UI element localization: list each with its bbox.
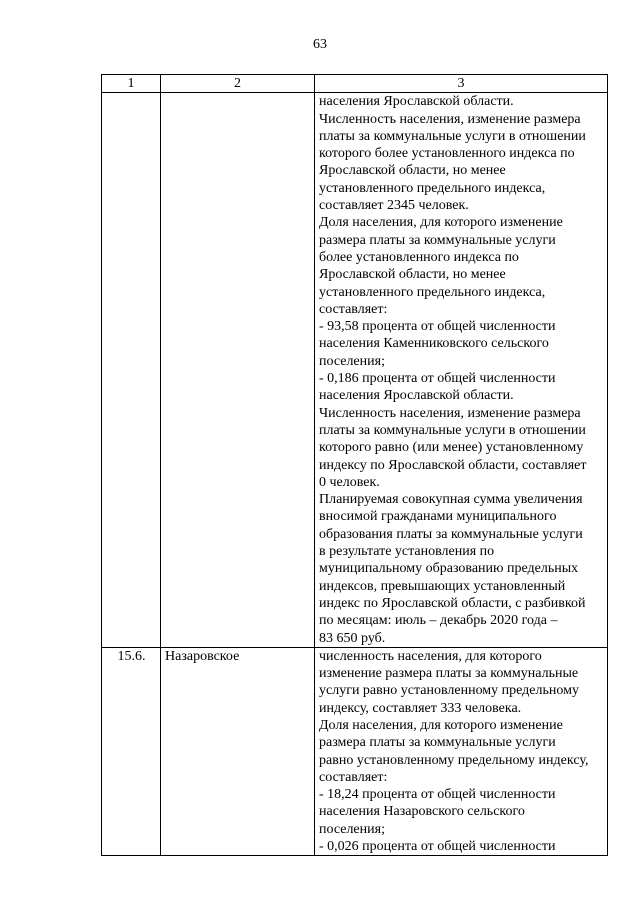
text-line: индексу, составляет 333 человека. [319, 700, 522, 716]
text-line: Планируемая совокупная сумма увеличения [319, 492, 583, 508]
text-line: населения Ярославской области. [319, 388, 514, 404]
text-line: Доля населения, для которого изменение [319, 215, 563, 231]
text-line: установленного предельного индекса, [319, 284, 546, 300]
text-line: по месяцам: июль – декабрь 2020 года – [319, 613, 558, 629]
document-table [101, 74, 608, 856]
text-line: муниципальному образованию предельных [319, 561, 579, 577]
text-line: установленного предельного индекса, [319, 180, 546, 196]
text-line: - 0,026 процента от общей численности [319, 839, 556, 855]
text-line: составляет: [319, 301, 388, 317]
text-line: услуги равно установленному предельному [319, 683, 579, 699]
column-header-1: 1 [102, 75, 161, 93]
text-line: которого равно (или менее) установленному [319, 440, 584, 456]
municipality-name-cell: Назаровское [161, 647, 315, 856]
text-line: платы за коммунальные услуги в отношении [319, 128, 586, 144]
text-line: индексов, превышающих установленный [319, 578, 566, 594]
text-line: составляет 2345 человек. [319, 198, 469, 214]
text-line: размера платы за коммунальные услуги [319, 232, 556, 248]
text-line: Ярославской области, но менее [319, 267, 506, 283]
text-line: поселения; [319, 353, 385, 369]
text-line: 83 650 руб. [319, 630, 386, 646]
page-number: 63 [313, 37, 327, 52]
column-header-3: 3 [315, 75, 608, 93]
text-line: населения Ярославской области. [319, 94, 514, 110]
description-cell [315, 647, 608, 856]
table-header-row [102, 75, 608, 93]
text-line: 0 человек. [319, 474, 380, 490]
text-line: образования платы за коммунальные услуги [319, 526, 583, 542]
text-line: в результате установления по [319, 544, 495, 560]
text-line: размера платы за коммунальные услуги [319, 735, 556, 751]
text-line: поселения; [319, 821, 385, 837]
text-line: индексу по Ярославской области, составляет [319, 457, 587, 473]
row-number-cell: 15.6. [102, 647, 161, 856]
text-line: составляет: [319, 769, 388, 785]
table-row [102, 647, 608, 856]
text-line: - 18,24 процента от общей численности [319, 787, 556, 803]
text-line: Численность населения, изменение размера [319, 111, 581, 127]
description-cell [315, 93, 608, 648]
text-line: населения Каменниковского сельского [319, 336, 549, 352]
text-line: равно установленному предельному индексу, [319, 752, 589, 768]
text-line: платы за коммунальные услуги в отношении [319, 422, 586, 438]
table-row [102, 93, 608, 648]
row-number-cell [102, 93, 161, 648]
text-line: - 93,58 процента от общей численности [319, 319, 556, 335]
text-line: изменение размера платы за коммунальные [319, 666, 579, 682]
text-line: Численность населения, изменение размера [319, 405, 581, 421]
text-line: более установленного индекса по [319, 249, 519, 265]
municipality-name-cell [161, 93, 315, 648]
column-header-2: 2 [161, 75, 315, 93]
text-line: Ярославской области, но менее [319, 163, 506, 179]
text-line: населения Назаровского сельского [319, 804, 525, 820]
text-line: индекс по Ярославской области, с разбивкой [319, 595, 586, 611]
text-line: - 0,186 процента от общей численности [319, 371, 556, 387]
text-line: которого более установленного индекса по [319, 146, 575, 162]
text-line: Доля населения, для которого изменение [319, 717, 563, 733]
text-line: численность населения, для которого [319, 648, 542, 664]
text-line: вносимой гражданами муниципального [319, 509, 557, 525]
